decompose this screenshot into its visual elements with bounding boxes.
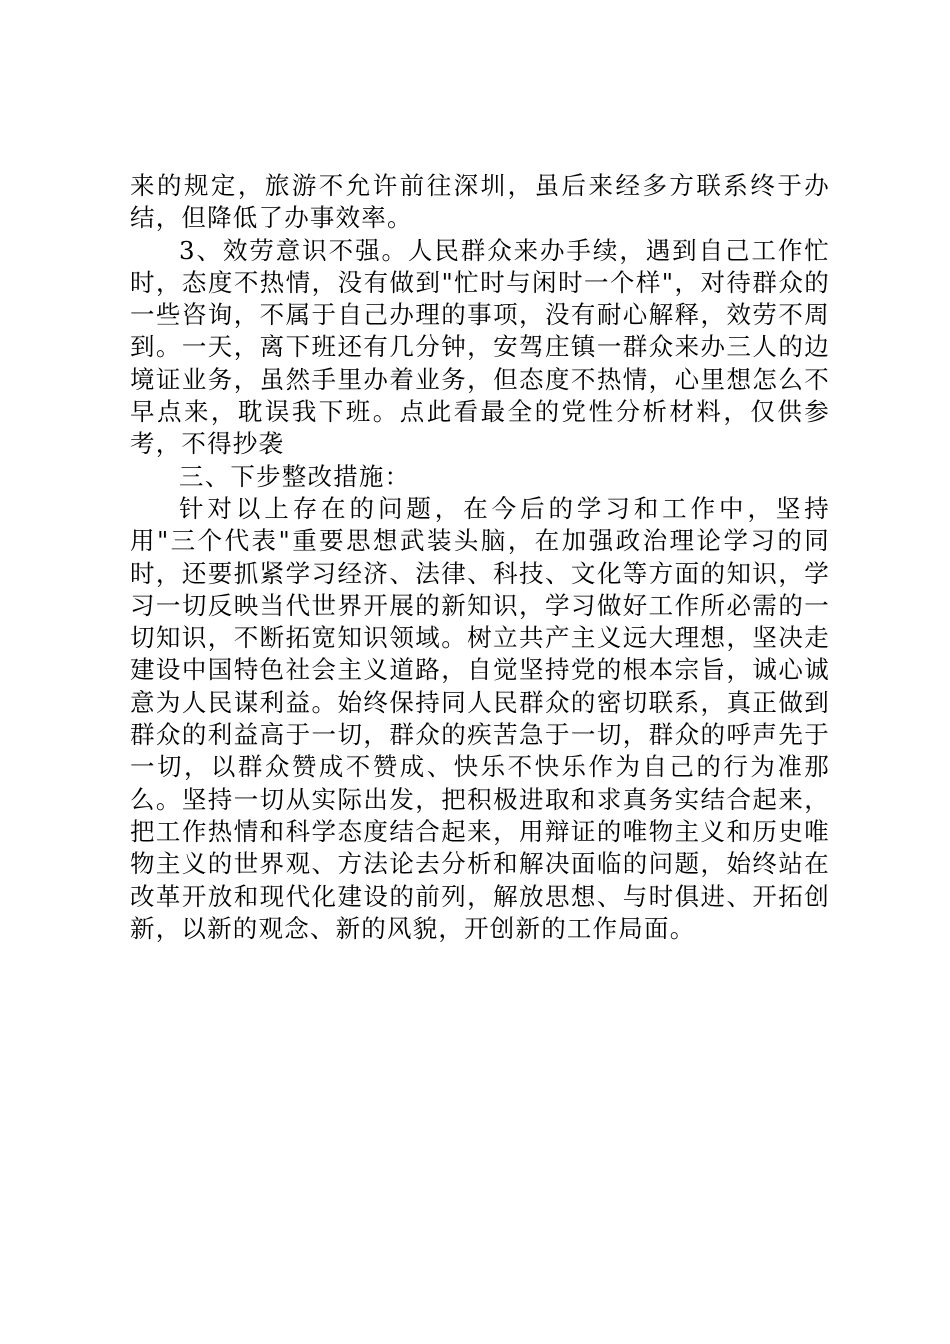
- document-body: [130, 170, 830, 945]
- paragraph-rectification-measures: 针对以上存在的问题，在今后的学习和工作中，坚持用"三个代表"重要思想武装头脑，在加强政治理论学习的同时，还要抓紧学习经济、法律、科技、文化等方面的知识，学习一切反映当代世界开展的新知识，学习做好工作所必需的一切知识，不断拓宽知识领域。树立共产主义远大理想，坚决走建设中国特色社会主义道路，自觉坚持党的根本宗旨，诚心诚意为人民谋利益。始终保持同人民群众的密切联系，真正做到群众的利益高于一切，群众的疾苦急于一切，群众的呼声先于一切，以群众赞成不赞成、快乐不快乐作为自己的行为准那么。坚持一切从实际出发，把积极进取和求真务实结合起来，把工作热情和科学态度结合起来，用辩证的唯物主义和历史唯物主义的世界观、方法论去分析和解决面临的问题，始终站在改革开放和现代化建设的前列，解放思想、与时俱进、开拓创新，以新的观念、新的风貌，开创新的工作局面。: [130, 493, 830, 943]
- section-heading-rectification: 三、下步整改措施：: [179, 461, 411, 491]
- paragraph-service-awareness: 3、效劳意识不强。人民群众来办手续，遇到自己工作忙时，态度不热情，没有做到"忙时与闲时一个样"，对待群众的一些咨询，不属于自己办理的事项，没有耐心解释，效劳不周到。一天，离下班还有几分钟，安驾庄镇一群众来办三人的边境证业务，虽然手里办着业务，但态度不热情，心里想怎么不早点来，耽误我下班。点此看最全的党性分析材料，仅供参考，不得抄袭: [130, 235, 830, 459]
- paragraph-continuation: 来的规定，旅游不允许前往深圳，虽后来经多方联系终于办结，但降低了办事效率。: [130, 171, 830, 233]
